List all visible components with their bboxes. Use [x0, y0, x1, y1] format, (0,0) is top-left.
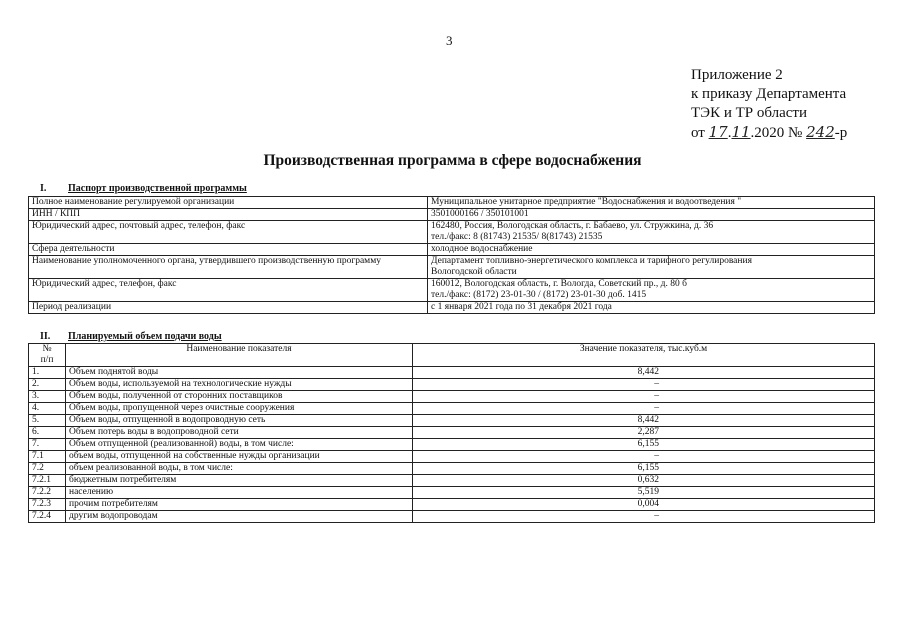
column-header-number	[29, 344, 66, 367]
table-row	[29, 302, 875, 314]
order-suffix: -р	[834, 125, 848, 141]
table-row	[29, 279, 875, 302]
row-number: 7.2.1	[29, 475, 66, 487]
row-number: 4.	[29, 403, 66, 415]
row-number: 2.	[29, 379, 66, 391]
passport-value-cell	[428, 221, 875, 244]
row-number: 7.2	[29, 463, 66, 475]
table-header-row	[29, 344, 875, 367]
row-number: 7.	[29, 439, 66, 451]
indicator-value: 0,632	[413, 475, 875, 487]
indicator-value: 5,519	[413, 487, 875, 499]
indicator-name: Объем воды, пропущенной через очистные сооружения	[66, 403, 413, 415]
column-header-number-line1: №	[42, 344, 52, 354]
table-row	[29, 367, 875, 379]
appendix-order-line: от 17.11.2020 № 242-р	[691, 123, 848, 141]
indicator-name: объем воды, отпущенной на собственные нужды организации	[66, 451, 413, 463]
order-day: 17	[708, 123, 728, 141]
table-row	[29, 427, 875, 439]
indicator-name: другим водопроводам	[66, 511, 413, 523]
passport-table	[28, 196, 875, 314]
water-volume-body	[29, 367, 875, 523]
section-2-heading	[40, 331, 222, 342]
section-1-title: Паспорт производственной программы	[68, 183, 247, 194]
row-number: 6.	[29, 427, 66, 439]
indicator-value: 6,155	[413, 439, 875, 451]
table-row	[29, 451, 875, 463]
passport-key: Юридический адрес, почтовый адрес, телефон, факс	[29, 221, 428, 244]
indicator-value: –	[413, 391, 875, 403]
table-row	[29, 511, 875, 523]
table-row	[29, 209, 875, 221]
passport-key: Юридический адрес, телефон, факс	[29, 279, 428, 302]
table-row	[29, 415, 875, 427]
row-number: 3.	[29, 391, 66, 403]
table-row	[29, 256, 875, 279]
passport-key: Полное наименование регулируемой организации	[29, 197, 428, 209]
indicator-name: Объем отпущенной (реализованной) воды, в том числе:	[66, 439, 413, 451]
indicator-value: 8,442	[413, 415, 875, 427]
table-row	[29, 463, 875, 475]
section-1-heading	[40, 183, 247, 194]
indicator-name: Объем воды, отпущенной в водопроводную сеть	[66, 415, 413, 427]
indicator-value: 2,287	[413, 427, 875, 439]
passport-value: 3501000166 / 350101001	[428, 209, 875, 221]
passport-value-line2: тел./факс: (8172) 23-01-30 / (8172) 23-01-30 доб. 1415	[431, 290, 647, 300]
row-number: 7.2.2	[29, 487, 66, 499]
indicator-name: объем реализованной воды, в том числе:	[66, 463, 413, 475]
indicator-value: 0,004	[413, 499, 875, 511]
indicator-name: Объем потерь воды в водопроводной сети	[66, 427, 413, 439]
passport-value-cell	[428, 279, 875, 302]
table-row	[29, 439, 875, 451]
table-row	[29, 403, 875, 415]
table-row	[29, 475, 875, 487]
indicator-name: населению	[66, 487, 413, 499]
order-year: .2020 №	[750, 125, 803, 141]
order-month: 11	[731, 123, 751, 141]
passport-value: с 1 января 2021 года по 31 декабря 2021 года	[428, 302, 875, 314]
column-header-value: Значение показателя, тыс.куб.м	[413, 344, 875, 367]
row-number: 7.1	[29, 451, 66, 463]
passport-key: ИНН / КПП	[29, 209, 428, 221]
passport-value-line2: тел./факс: 8 (81743) 21535/ 8(81743) 21535	[431, 232, 603, 242]
passport-value-line2: Вологодской области	[431, 267, 517, 277]
indicator-value: –	[413, 511, 875, 523]
section-2-title: Планируемый объем подачи воды	[68, 331, 222, 342]
indicator-name: бюджетным потребителям	[66, 475, 413, 487]
indicator-name: Объем поднятой воды	[66, 367, 413, 379]
table-row	[29, 221, 875, 244]
indicator-value: –	[413, 379, 875, 391]
table-row	[29, 499, 875, 511]
document-title: Производственная программа в сфере водоснабжения	[263, 152, 642, 169]
indicator-name: прочим потребителям	[66, 499, 413, 511]
table-row	[29, 244, 875, 256]
row-number: 7.2.4	[29, 511, 66, 523]
table-row	[29, 197, 875, 209]
passport-key: Период реализации	[29, 302, 428, 314]
row-number: 5.	[29, 415, 66, 427]
indicator-value: 8,442	[413, 367, 875, 379]
passport-value: Муниципальное унитарное предприятие "Водоснабжения и водоотведения "	[428, 197, 875, 209]
order-number: 242	[806, 123, 835, 141]
indicator-name: Объем воды, полученной от сторонних поставщиков	[66, 391, 413, 403]
water-volume-table	[28, 343, 875, 523]
indicator-name: Объем воды, используемой на технологические нужды	[66, 379, 413, 391]
table-row	[29, 391, 875, 403]
indicator-value: 6,155	[413, 463, 875, 475]
row-number: 7.2.3	[29, 499, 66, 511]
table-row	[29, 379, 875, 391]
passport-value: холодное водоснабжение	[428, 244, 875, 256]
passport-key: Сфера деятельности	[29, 244, 428, 256]
indicator-value: –	[413, 451, 875, 463]
appendix-line-3: ТЭК и ТР области	[691, 105, 807, 121]
column-header-number-line2: п/п	[40, 355, 54, 365]
date-prefix: от	[691, 125, 705, 141]
section-2-number: II.	[40, 331, 51, 342]
section-1-number: I.	[40, 183, 47, 194]
appendix-line-2: к приказу Департамента	[691, 86, 847, 102]
indicator-value: –	[413, 403, 875, 415]
passport-key: Наименование уполномоченного органа, утвердившего производственную программу	[29, 256, 428, 279]
passport-value: 160012, Вологодская область, г. Вологда, Советский пр., д. 80 б	[431, 279, 687, 289]
page-number: 3	[446, 33, 453, 48]
column-header-name: Наименование показателя	[66, 344, 413, 367]
appendix-line-1: Приложение 2	[691, 67, 783, 83]
passport-value: 162480, Россия, Вологодская область, г. Бабаево, ул. Стружкина, д. 36	[431, 221, 714, 231]
passport-value-cell	[428, 256, 875, 279]
row-number: 1.	[29, 367, 66, 379]
appendix-block	[691, 66, 847, 143]
table-row	[29, 487, 875, 499]
passport-value: Департамент топливно-энергетического комплекса и тарифного регулирования	[431, 256, 752, 266]
